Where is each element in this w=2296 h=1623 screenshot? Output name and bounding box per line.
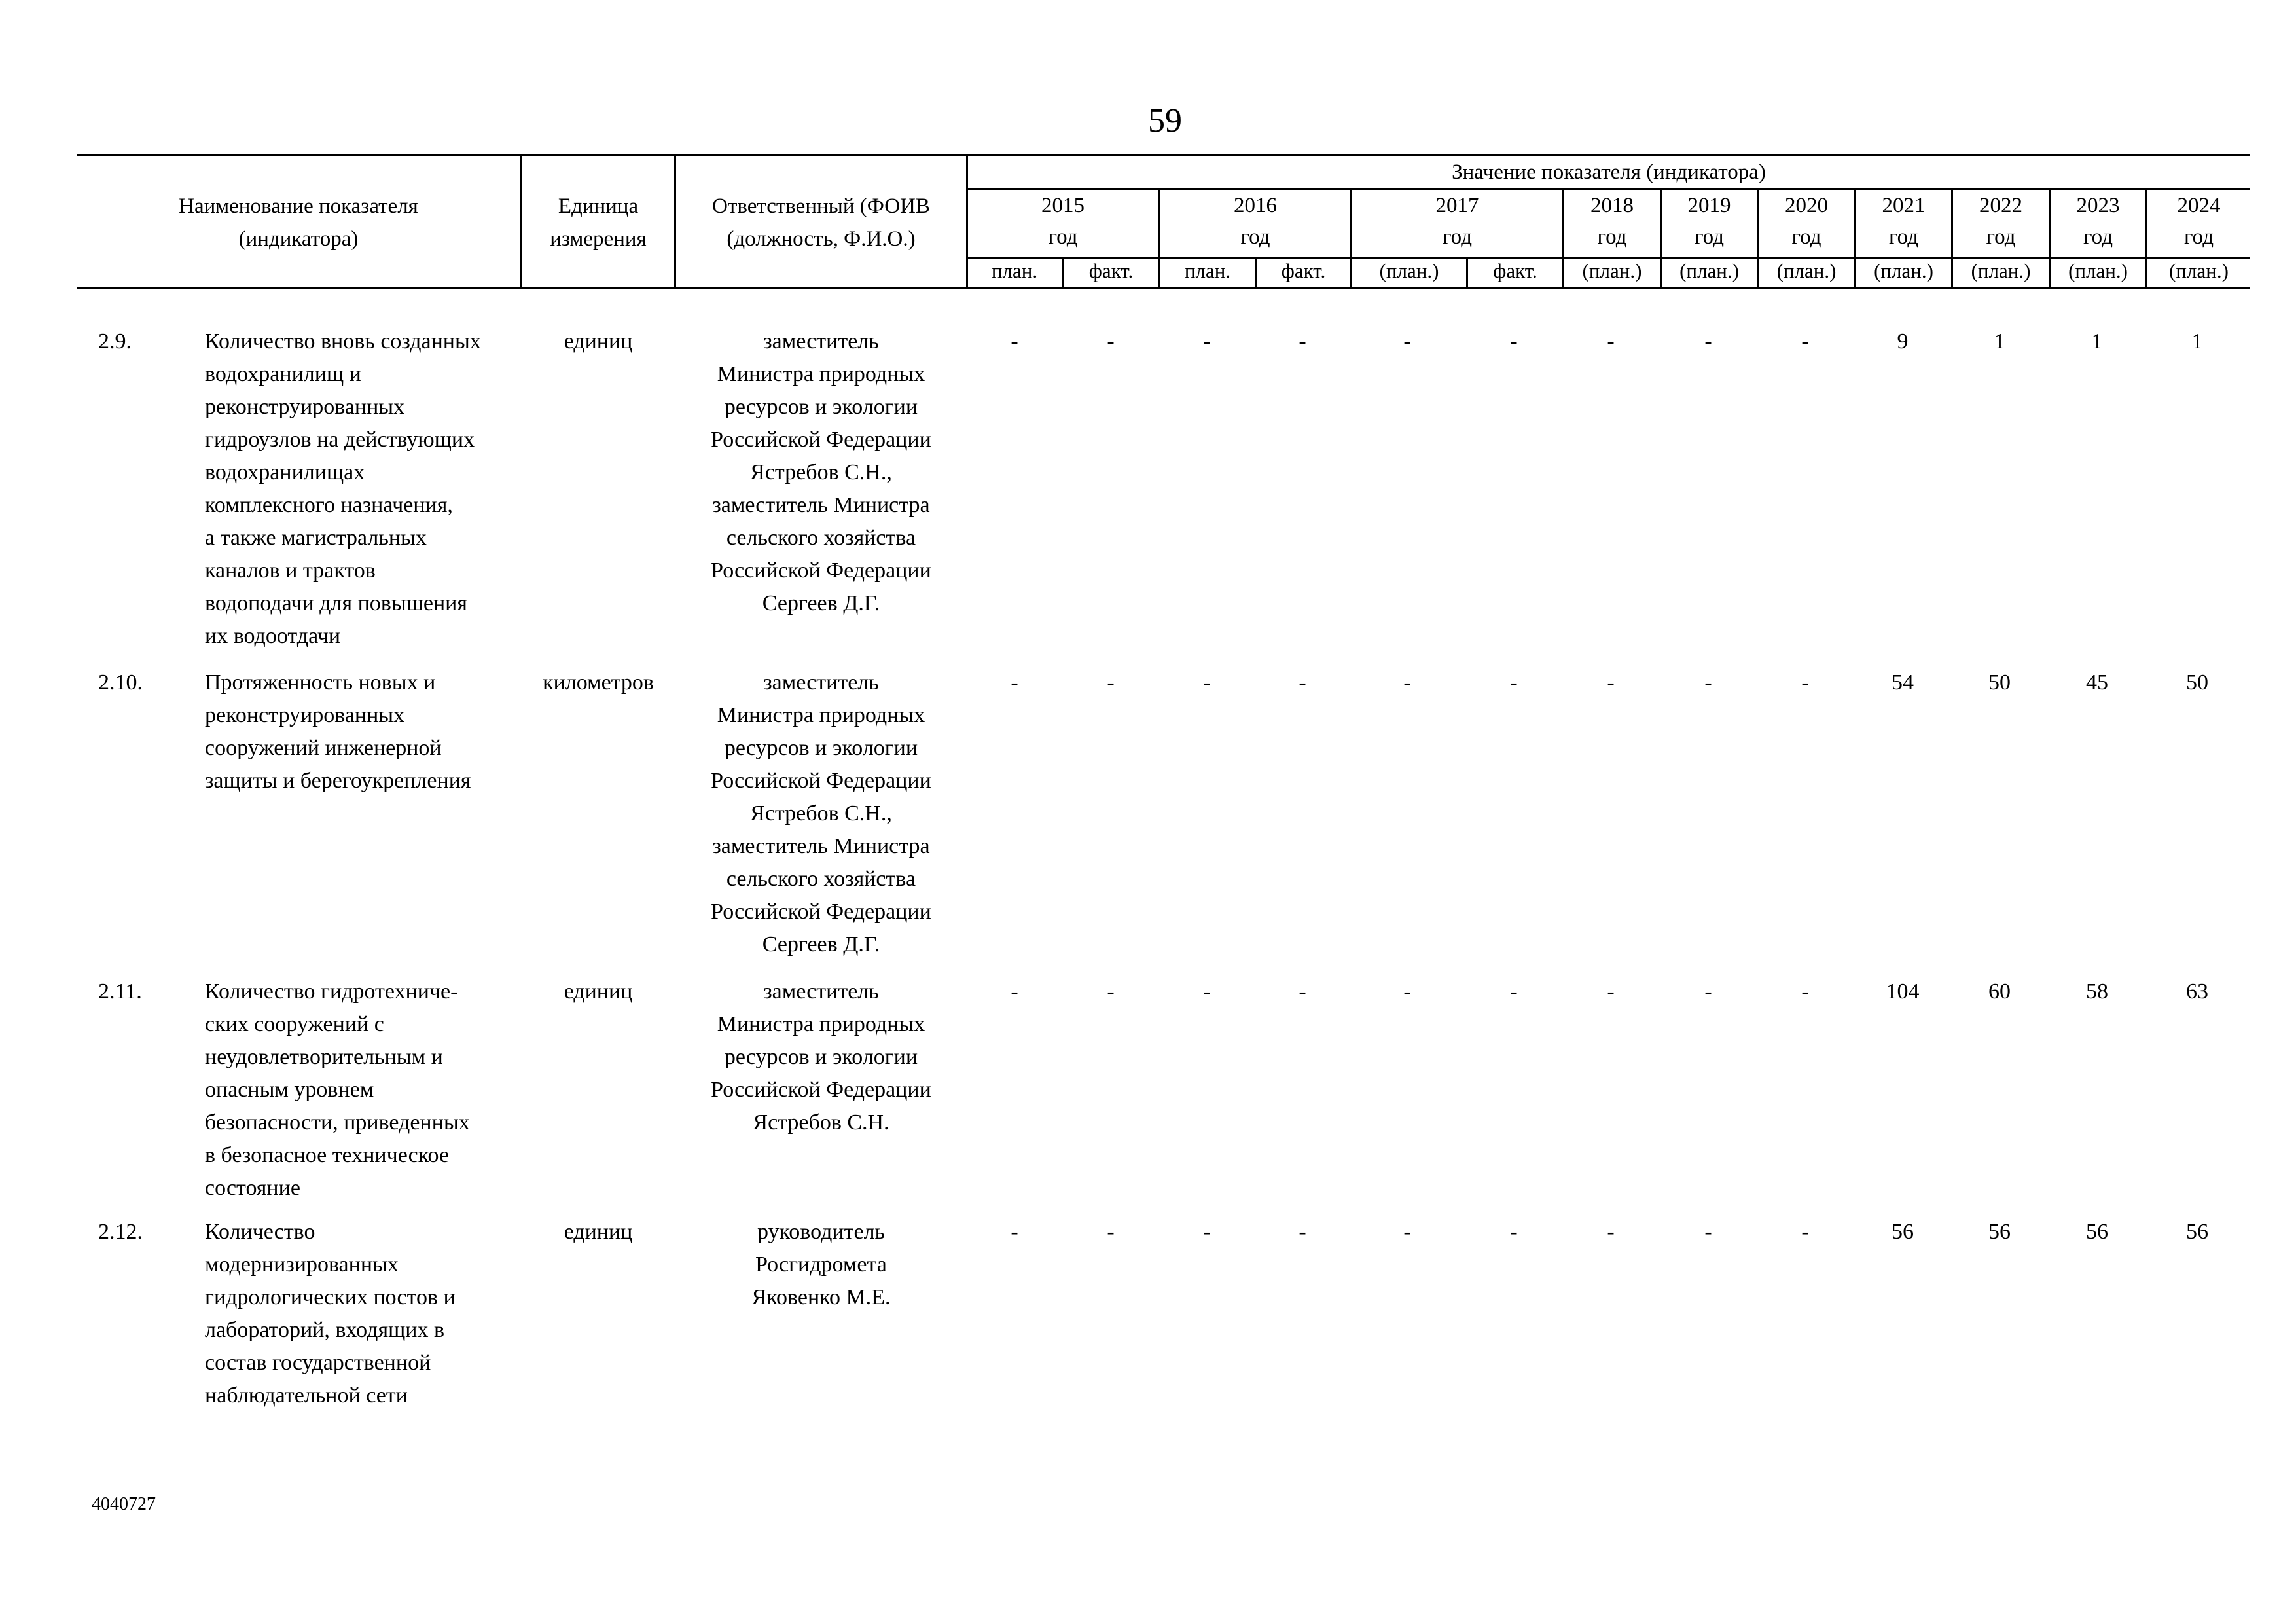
indicator-value: - xyxy=(1704,1220,1712,1244)
indicator-name: Количество модернизированных гидрологических постов и лабораторий, входящих в состав государственной наблюдательной сети xyxy=(205,1220,456,1408)
indicator-value: - xyxy=(1011,670,1018,695)
sub-header: (план.) xyxy=(1776,259,1837,282)
indicator-value: 54 xyxy=(1892,670,1914,695)
indicator-value: 56 xyxy=(2086,1220,2108,1244)
document-id: 4040727 xyxy=(92,1494,156,1514)
indicator-value: 45 xyxy=(2086,670,2108,695)
indicator-value: - xyxy=(1203,329,1211,354)
indicator-value: - xyxy=(1299,329,1306,354)
indicator-value: - xyxy=(1801,670,1809,695)
sub-header: факт. xyxy=(1088,259,1134,282)
indicator-value: 56 xyxy=(1892,1220,1914,1244)
indicator-value: - xyxy=(1107,1220,1115,1244)
sub-header: (план.) xyxy=(1679,259,1739,282)
sub-header: план. xyxy=(1184,259,1231,282)
unit-of-measure: единиц xyxy=(564,1220,633,1244)
indicator-name: Количество вновь созданных водохранилищ и реконструированных гидроузлов на действующих водохранилищах комплексного назначения, а также магистральных каналов и трактов водоподачи для повышения их водоотдачи xyxy=(205,329,481,648)
year-2024: 2024 год xyxy=(2177,194,2221,249)
indicator-value: 63 xyxy=(2186,979,2208,1004)
year-2018: 2018 год xyxy=(1590,194,1634,249)
responsible-official: руководитель Росгидромета Яковенко М.Е. xyxy=(751,1220,891,1309)
indicator-value: - xyxy=(1607,329,1615,354)
sub-header: (план.) xyxy=(1874,259,1933,282)
value-group-header: Значение показателя (индикатора) xyxy=(1452,160,1766,184)
indicator-value: - xyxy=(1801,979,1809,1004)
indicator-value: - xyxy=(1510,329,1518,354)
indicator-value: - xyxy=(1403,670,1411,695)
indicator-value: 1 xyxy=(2191,329,2203,354)
indicator-value: - xyxy=(1607,1220,1615,1244)
sub-header: факт. xyxy=(1281,259,1326,282)
year-2019: 2019 год xyxy=(1687,194,1731,249)
year-2023: 2023 год xyxy=(2076,194,2120,249)
responsible-official: заместитель Министра природных ресурсов и экологии Российской Федерации Ястребов С.Н., заместитель Министра сельского хозяйства Российской Федерации Сергеев Д.Г. xyxy=(711,329,931,615)
indicator-value: - xyxy=(1299,670,1306,695)
indicator-value: 56 xyxy=(2186,1220,2208,1244)
row-number: 2.12. xyxy=(98,1220,143,1244)
row-number: 2.10. xyxy=(98,670,143,695)
indicator-value: - xyxy=(1403,979,1411,1004)
indicator-value: 56 xyxy=(1988,1220,2011,1244)
indicator-value: - xyxy=(1203,670,1211,695)
indicator-value: - xyxy=(1107,979,1115,1004)
indicator-value: - xyxy=(1011,979,1018,1004)
unit-of-measure: километров xyxy=(543,670,654,695)
responsible-official: заместитель Министра природных ресурсов и экологии Российской Федерации Ястребов С.Н. xyxy=(711,979,931,1135)
year-2016: 2016 год xyxy=(1234,194,1277,249)
indicator-value: - xyxy=(1510,979,1518,1004)
sub-header: факт. xyxy=(1493,259,1537,282)
indicator-value: - xyxy=(1011,329,1018,354)
sub-header: (план.) xyxy=(2068,259,2128,282)
indicator-value: 50 xyxy=(2186,670,2208,695)
sub-header: (план.) xyxy=(1582,259,1642,282)
indicator-value: - xyxy=(1510,1220,1518,1244)
indicator-value: - xyxy=(1299,1220,1306,1244)
row-number: 2.11. xyxy=(98,979,142,1004)
indicator-value: 1 xyxy=(2091,329,2103,354)
indicator-value: - xyxy=(1607,979,1615,1004)
indicator-value: - xyxy=(1203,1220,1211,1244)
sub-header: (план.) xyxy=(2169,259,2229,282)
year-2022: 2022 год xyxy=(1979,194,2022,249)
indicator-name: Количество гидротехниче- ских сооружений с неудовлетворительным и опасным уровнем безопасности, приведенных в безопасное техническое состояние xyxy=(205,979,470,1200)
indicator-value: - xyxy=(1011,1220,1018,1244)
indicator-value: - xyxy=(1607,670,1615,695)
indicator-value: - xyxy=(1403,1220,1411,1244)
indicator-value: 9 xyxy=(1897,329,1909,354)
indicator-value: 58 xyxy=(2086,979,2108,1004)
indicator-value: - xyxy=(1107,670,1115,695)
indicator-value: - xyxy=(1107,329,1115,354)
indicator-value: 104 xyxy=(1886,979,1920,1004)
indicator-value: - xyxy=(1403,329,1411,354)
col-name-header: Наименование показателя (индикатора) xyxy=(179,194,418,251)
page-number: 59 xyxy=(1148,102,1182,139)
indicator-value: 50 xyxy=(1988,670,2011,695)
unit-of-measure: единиц xyxy=(564,329,633,354)
year-2017: 2017 год xyxy=(1435,194,1479,249)
indicator-value: - xyxy=(1704,329,1712,354)
unit-of-measure: единиц xyxy=(564,979,633,1004)
sub-header: (план.) xyxy=(1379,259,1439,282)
header-bottom-rule xyxy=(77,287,2250,289)
row-number: 2.9. xyxy=(98,329,132,354)
col-unit-header: Единица измерения xyxy=(550,194,647,251)
sub-header: (план.) xyxy=(1971,259,2031,282)
col-resp-header: Ответственный (ФОИВ (должность, Ф.И.О.) xyxy=(712,194,930,251)
indicator-value: 1 xyxy=(1994,329,2005,354)
indicator-value: - xyxy=(1203,979,1211,1004)
year-2015: 2015 год xyxy=(1041,194,1085,249)
sub-header: план. xyxy=(991,259,1038,282)
indicator-name: Протяженность новых и реконструированных сооружений инженерной защиты и берегоукрепления xyxy=(205,670,471,793)
indicator-value: - xyxy=(1510,670,1518,695)
responsible-official: заместитель Министра природных ресурсов и экологии Российской Федерации Ястребов С.Н., заместитель Министра сельского хозяйства Российской Федерации Сергеев Д.Г. xyxy=(711,670,931,957)
indicator-value: - xyxy=(1704,979,1712,1004)
year-2021: 2021 год xyxy=(1882,194,1926,249)
indicator-value: - xyxy=(1801,329,1809,354)
indicator-value: 60 xyxy=(1988,979,2011,1004)
indicator-value: - xyxy=(1299,979,1306,1004)
indicator-value: - xyxy=(1801,1220,1809,1244)
year-2020: 2020 год xyxy=(1785,194,1828,249)
indicator-value: - xyxy=(1704,670,1712,695)
